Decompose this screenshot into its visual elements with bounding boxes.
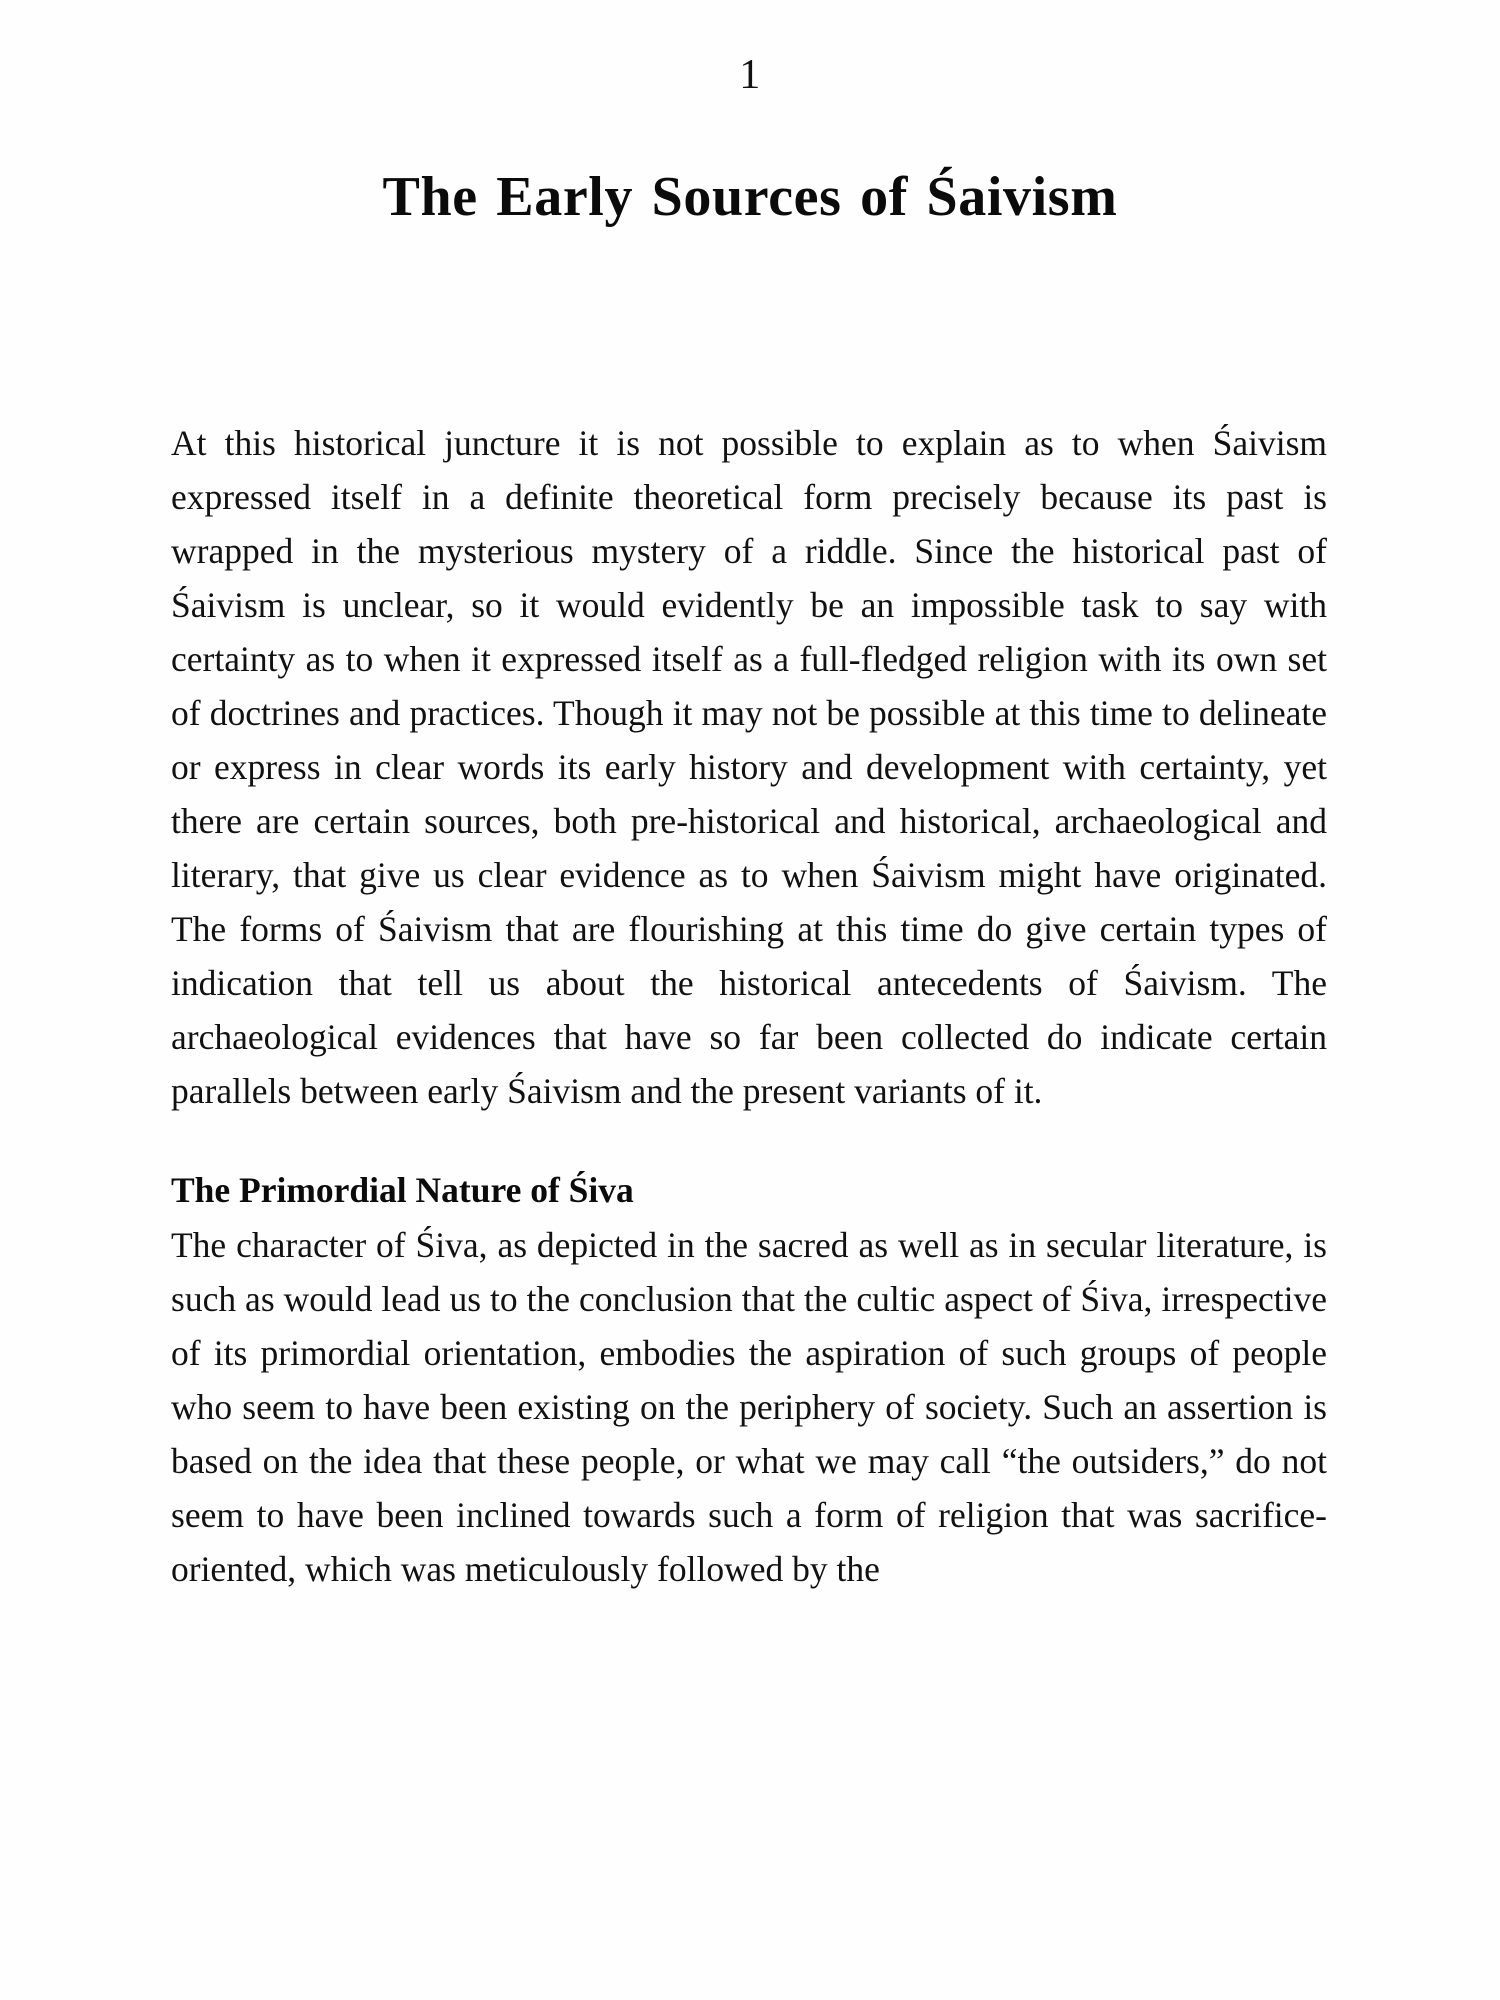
section-heading-primordial-nature-of-siva: The Primordial Nature of Śiva [171, 1170, 634, 1211]
chapter-title: The Early Sources of Śaivism [382, 166, 1118, 229]
paragraph-section-body: The character of Śiva, as depicted in the sacred as well as in secular literature, is such as would lead us to the conclusion that the cultic aspect of Śiva, irrespective of its primordial orientation, embodies the aspiration of such groups of people who seem to have been existing on the periphery of society. Such an assertion is based on the idea that these people, or what we may call “the outsiders,” do not seem to have been inclined towards such a form of religion that was sacrifice-oriented, which was meticulously followed by the [171, 1225, 1327, 1590]
chapter-number: 1 [739, 52, 761, 98]
body-text-block [85, 416, 1415, 1596]
paragraph-intro: At this historical juncture it is not possible to explain as to when Śaivism expressed itself in a definite theoretical form precisely because its past is wrapped in the mysterious mystery of a riddle. Since the historical past of Śaivism is unclear, so it would evidently be an impossible task to say with certainty as to when it expressed itself as a full-fledged religion with its own set of doctrines and practices. Though it may not be possible at this time to delineate or express in clear words its early history and development with certainty, yet there are certain sources, both pre-historical and historical, archaeological and literary, that give us clear evidence as to when Śaivism might have originated. The forms of Śaivism that are flourishing at this time do give certain types of indication that tell us about the historical antecedents of Śaivism. The archaeological evidences that have so far been collected do indicate certain parallels between early Śaivism and the present variants of it. [171, 423, 1327, 1112]
page-content [85, 0, 1415, 1596]
